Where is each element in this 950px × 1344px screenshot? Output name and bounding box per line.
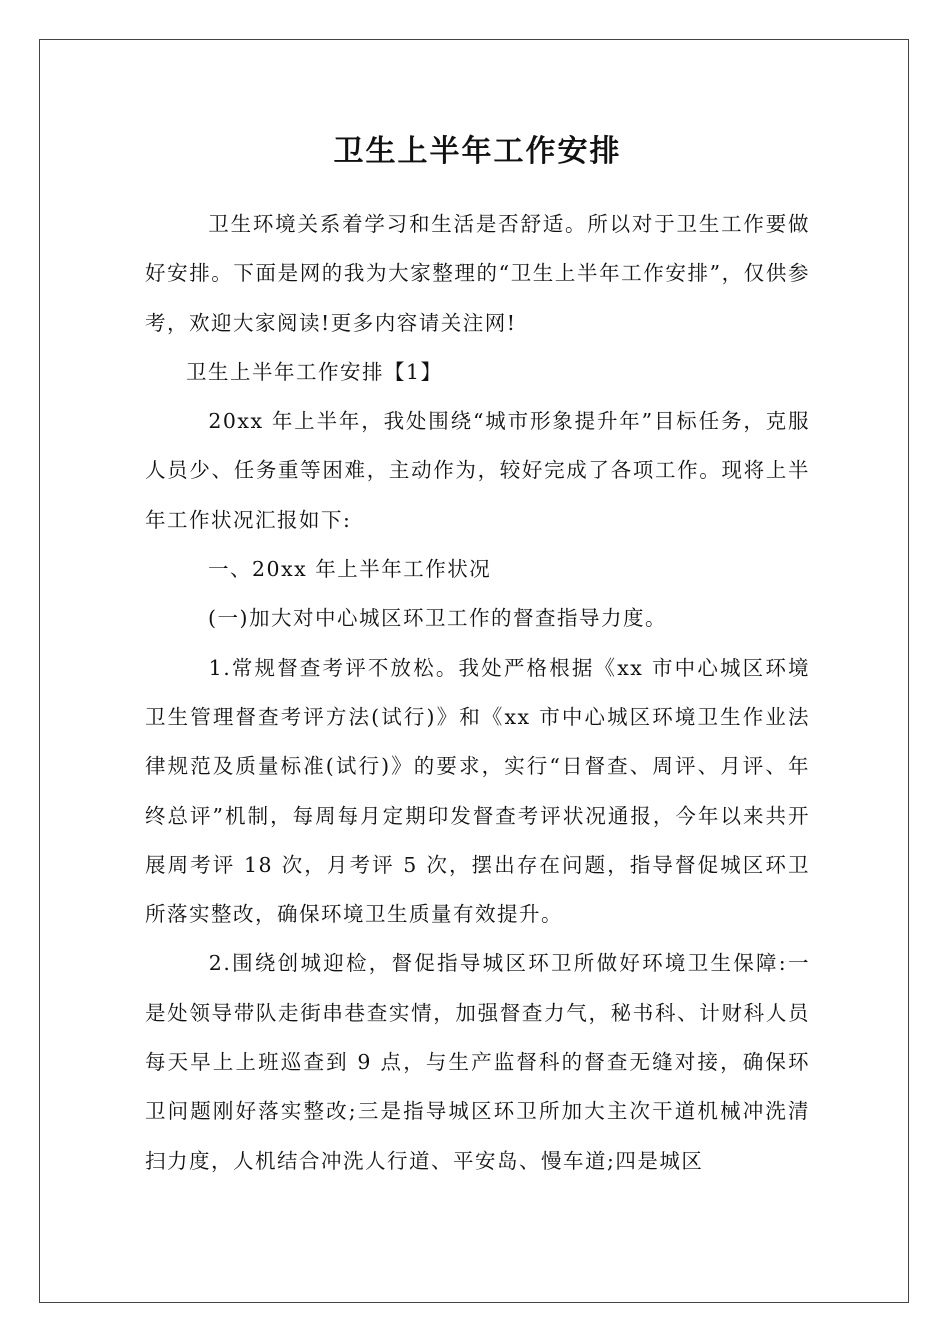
summary-paragraph: 20xx 年上半年，我处围绕“城市形象提升年”目标任务，克服人员少、任务重等困难，主动作为，较好完成了各项工作。现将上半年工作状况汇报如下: [145,409,810,532]
chapter-heading: 一、20xx 年上半年工作状况 [186,557,492,582]
subsection-heading: (一)加大对中心城区环卫工作的督查指导力度。 [186,606,667,631]
document-title: 卫生上半年工作安排 [333,134,622,169]
item-2-paragraph: 2.围绕创城迎检，督促指导城区环卫所做好环境卫生保障:一是处领导带队走街串巷查实情，加强督查力气，秘书科、计财科人员每天早上上班巡查到 9 点，与生产监督科的督查无缝对接，确保环卫问题刚好落实整改;三是指导城区环卫所加大主次干道机械冲洗清扫力度，人机结合冲洗人行道、平安岛、慢车道;四是城区 [145,951,810,1173]
section-heading: 卫生上半年工作安排【1】 [186,359,443,384]
intro-paragraph: 卫生环境关系着学习和生活是否舒适。所以对于卫生工作要做好安排。下面是网的我为大家整理的“卫生上半年工作安排”，仅供参考，欢迎大家阅读!更多内容请关注网! [145,212,810,335]
item-1-paragraph: 1.常规督查考评不放松。我处严格根据《xx 市中心城区环境卫生管理督查考评方法(试行)》和《xx 市中心城区环境卫生作业法律规范及质量标准(试行)》的要求，实行“日督查、周评、月评、年终总评”机制，每周每月定期印发督查考评状况通报，今年以来共开展周考评 18 次，月考评 5 次，摆出存在问题，指导督促城区环卫所落实整改，确保环境卫生质量有效提升。 [145,655,810,927]
document-body [145,200,810,1186]
